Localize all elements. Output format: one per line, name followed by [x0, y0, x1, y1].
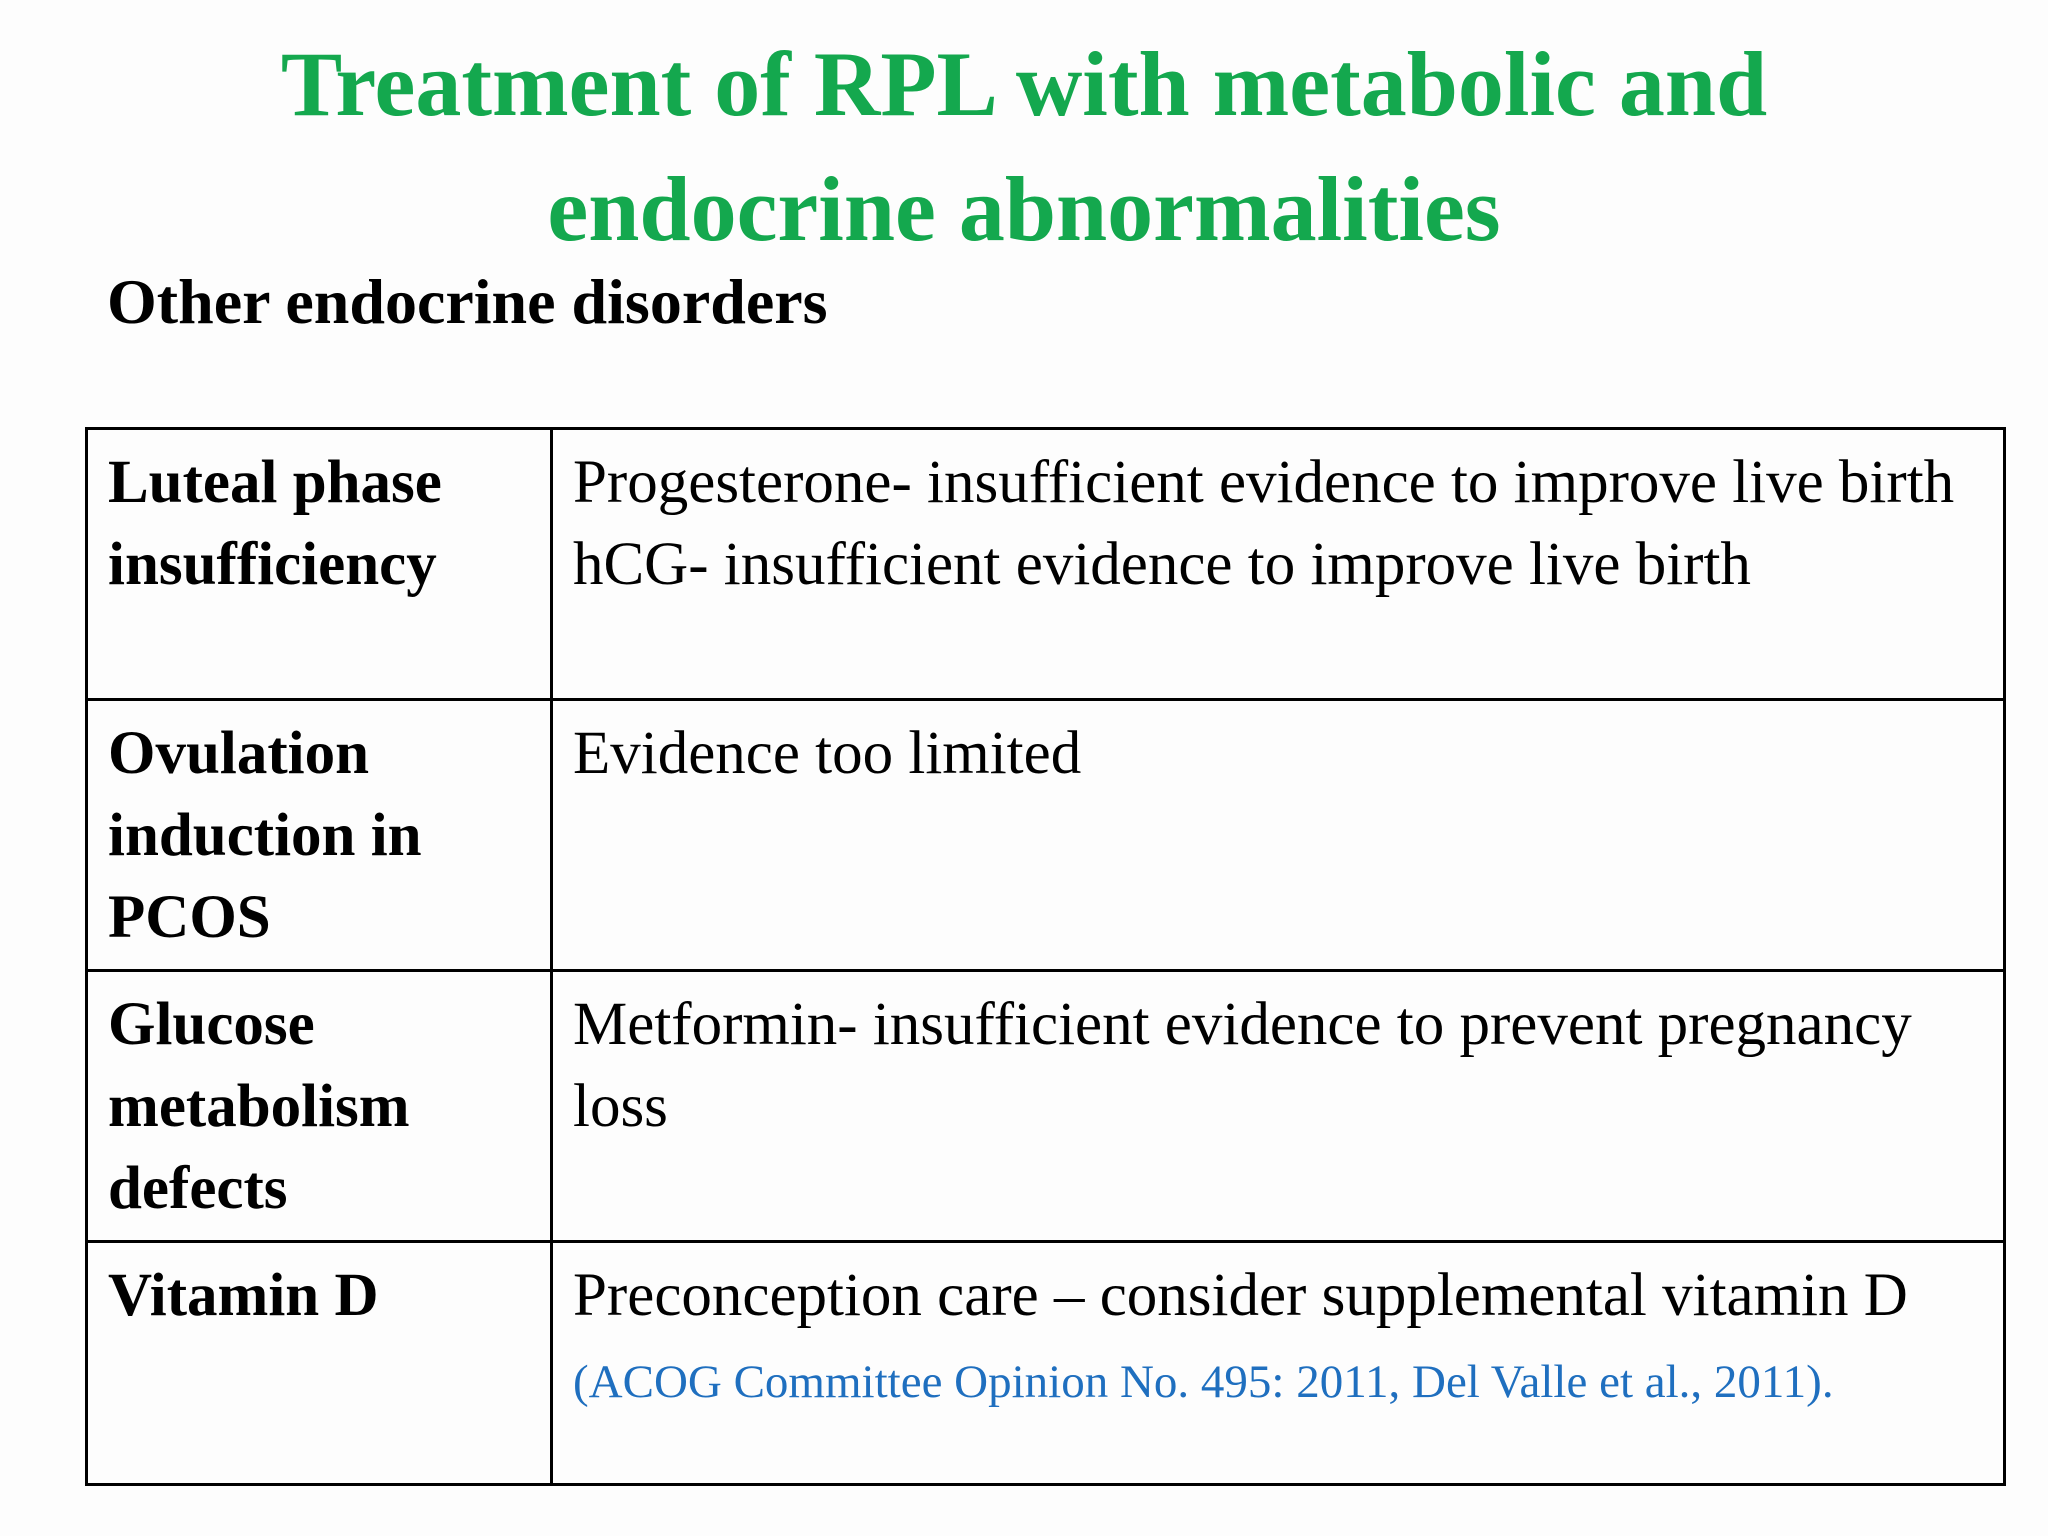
- row-label: PCOS: [108, 884, 271, 951]
- table-row: [87, 429, 2005, 700]
- row-label: metabolism: [108, 1073, 410, 1140]
- row-label: Glucose: [108, 991, 315, 1058]
- section-subtitle: Other endocrine disorders: [107, 266, 828, 337]
- row-label: Luteal phase: [108, 449, 442, 516]
- table-row: [87, 700, 2005, 971]
- row-text: Preconception care – consider supplemental vitamin D: [573, 1262, 1908, 1329]
- row-text-cell: [552, 1242, 2005, 1485]
- slide-title: [0, 22, 2048, 272]
- table-row: [87, 971, 2005, 1242]
- row-text-cell: [552, 429, 2005, 700]
- row-text-cell: [552, 700, 2005, 971]
- row-label: Vitamin D: [108, 1262, 379, 1329]
- row-label: insufficiency: [108, 531, 437, 598]
- row-text-cell: [552, 971, 2005, 1242]
- row-label: induction in: [108, 802, 422, 869]
- row-label-cell: [87, 971, 552, 1242]
- row-label: Ovulation: [108, 720, 370, 787]
- title-line-2: endocrine abnormalities: [547, 158, 1501, 260]
- row-label-cell: [87, 429, 552, 700]
- title-line-1: Treatment of RPL with metabolic and: [280, 33, 1768, 135]
- row-label-cell: [87, 1242, 552, 1485]
- row-text: Metformin- insufficient evidence to prevent pregnancy loss: [573, 991, 1912, 1140]
- treatment-table: [85, 427, 2006, 1486]
- row-text: hCG- insufficient evidence to improve live birth: [573, 531, 1751, 598]
- row-text: Evidence too limited: [573, 720, 1082, 787]
- row-label-cell: [87, 700, 552, 971]
- row-label: defects: [108, 1155, 288, 1222]
- row-text: Progesterone- insufficient evidence to improve live birth: [573, 449, 1955, 516]
- table-row: [87, 1242, 2005, 1485]
- citation: (ACOG Committee Opinion No. 495: 2011, Del Valle et al., 2011).: [573, 1356, 1834, 1408]
